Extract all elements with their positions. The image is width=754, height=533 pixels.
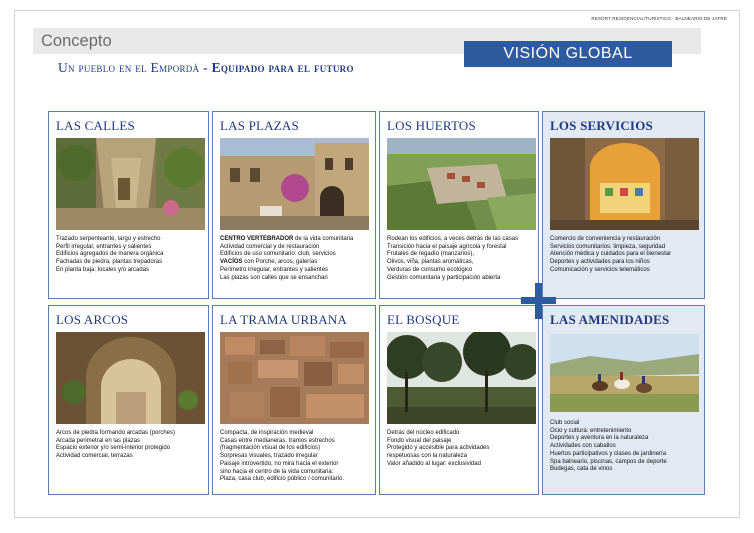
card-title: LOS SERVICIOS	[550, 118, 653, 133]
plazas-line-rest: de la vida comunitaria	[293, 236, 354, 242]
card-las-plazas	[212, 111, 376, 299]
huertos-line: Rodean los edificios, a veces detrás de las casas	[387, 236, 519, 242]
arcos-line: Arcada perimetral en las plazas	[56, 437, 141, 444]
amenidades-line: Ocio y cultura: entretenimiento	[550, 427, 632, 434]
trama-line: Compacta, de inspiración medieval	[220, 430, 314, 436]
card-title: LAS PLAZAS	[220, 118, 299, 133]
plazas-line: Perímetro irregular, entrantes y salientes	[220, 266, 329, 273]
photo-aerial-rooftops	[220, 332, 369, 424]
amenidades-line: Club social	[550, 420, 580, 426]
subtitle-part1: Un pueblo en el Empordà	[58, 60, 200, 75]
huertos-line: Transición hacia el paisaje agrícola y forestal	[387, 243, 507, 250]
card-title: LAS AMENIDADES	[550, 312, 670, 327]
bosque-line: Detrás del núcleo edificado	[387, 430, 460, 436]
card-title: LOS ARCOS	[56, 312, 129, 327]
page-subtitle	[58, 60, 354, 76]
vision-global-banner: VISIÓN GLOBAL	[464, 41, 672, 67]
card-title: LAS CALLES	[56, 118, 135, 133]
amenidades-line: Spa balneario, piscinas, campos de deporte	[550, 458, 667, 465]
card-title: LA TRAMA URBANA	[220, 312, 348, 327]
huertos-line: Verduras de consumo ecológico	[387, 266, 473, 273]
card-title: LOS HUERTOS	[387, 118, 476, 133]
trama-line: sino hacia el centro de la vida comunitaria:	[220, 468, 334, 475]
calles-line: Perfil irregular, entrantes y salientes	[56, 243, 152, 250]
subtitle-part2: Equipado para el futuro	[211, 60, 354, 75]
arcos-text	[56, 430, 204, 461]
bosque-line: Valor añadido al lugar: exclusividad	[387, 460, 481, 467]
trama-line: (fragmentación visual de los edificios)	[220, 445, 321, 452]
plazas-text	[220, 236, 371, 282]
photo-horse-riding	[550, 334, 699, 412]
card-los-huertos	[379, 111, 539, 299]
photo-village-shop	[550, 138, 699, 230]
amenidades-line: Deportes y aventura en la naturaleza	[550, 435, 649, 442]
card-las-calles	[48, 111, 209, 299]
servicios-text	[550, 236, 700, 275]
trama-line: Casas entre medianeras, tramos estrechos	[220, 437, 335, 444]
card-el-bosque	[379, 305, 539, 495]
huertos-line: Frutales de regadío (manzanos),	[387, 251, 475, 258]
bosque-line: Protegido y accesible para actividades	[387, 445, 490, 452]
subtitle-separator: -	[199, 60, 212, 75]
trama-line: Sorpresas visuales, trazado irregular	[220, 453, 318, 460]
servicios-line: Atención médica y cuidados para el bienestar	[550, 251, 672, 258]
plazas-line-bold: CENTRO VERTEBRADOR	[220, 236, 294, 242]
card-las-amenidades	[542, 305, 705, 495]
plazas-line: Las plazas son calles que se ensanchan	[220, 274, 328, 281]
calles-line: Fachadas de piedra, plantas trepadoras	[56, 259, 163, 266]
servicios-line: Deportes y actividades para los niños	[550, 259, 650, 266]
bosque-line: Fondo visual del paisaje	[387, 437, 452, 444]
card-la-trama-urbana	[212, 305, 376, 495]
calles-line: En planta baja: locales y/o arcadas	[56, 266, 150, 273]
document-reference: RESORT RESIDENCIAL/TURÍSTICO - BALNEARIO DE JAFRE	[591, 16, 727, 21]
plazas-line: Edificios de uso comunitario: club, servicios	[220, 251, 336, 258]
amenidades-text	[550, 420, 700, 474]
plazas-line	[220, 236, 371, 244]
photo-stone-arches	[56, 332, 205, 424]
photo-town-square	[220, 138, 369, 230]
servicios-line: Servicios comunitarios: limpieza, seguridad	[550, 243, 666, 250]
plazas-line	[220, 259, 371, 267]
bosque-text	[387, 430, 534, 469]
arcos-line: Actividad comercial, terrazas	[56, 453, 133, 460]
concept-title: Concepto	[41, 32, 112, 50]
plazas-line: Actividad comercial y de restauración	[220, 243, 320, 250]
calles-text	[56, 236, 204, 275]
arcos-line: Arcos de piedra formando arcadas (porches)	[56, 430, 176, 436]
plazas-line-rest: con Porche, arcos, galerías	[242, 259, 318, 266]
arcos-line: Espacio exterior y/o semi-interior protegido	[56, 445, 171, 452]
huertos-line: Gestión comunitaria y participación abierta	[387, 274, 501, 281]
photo-aerial-orchards	[387, 138, 536, 230]
huertos-line: Olivos, viña, plantas aromáticas,	[387, 259, 474, 266]
photo-forest	[387, 332, 536, 424]
huertos-text	[387, 236, 534, 282]
amenidades-line: Bodegas, cata de vinos	[550, 466, 613, 473]
trama-line: Plaza, casa club, edificio público / comunitario.	[220, 476, 345, 483]
amenidades-line: Huertos participativos y clases de jardinería	[550, 450, 667, 457]
plus-icon-horizontal	[521, 297, 556, 304]
servicios-line: Comunicación y servicios telemáticos	[550, 266, 650, 273]
amenidades-line: Actividades con caballos	[550, 443, 616, 450]
trama-text	[220, 430, 371, 484]
bosque-line: respetuosas con la naturaleza	[387, 453, 468, 460]
card-title: EL BOSQUE	[387, 312, 460, 327]
trama-line: Paisaje introvertido, no mira hacia el exterior	[220, 460, 339, 467]
card-los-arcos	[48, 305, 209, 495]
servicios-line: Comercio de conveniencia y restauración	[550, 236, 661, 242]
photo-village-street	[56, 138, 205, 230]
card-los-servicios	[542, 111, 705, 299]
calles-line: Edificios agregados de manera orgánica	[56, 251, 164, 258]
plazas-line-bold: VACÍOS	[220, 259, 243, 266]
calles-line: Trazado serpenteante, largo y estrecho	[56, 236, 161, 242]
